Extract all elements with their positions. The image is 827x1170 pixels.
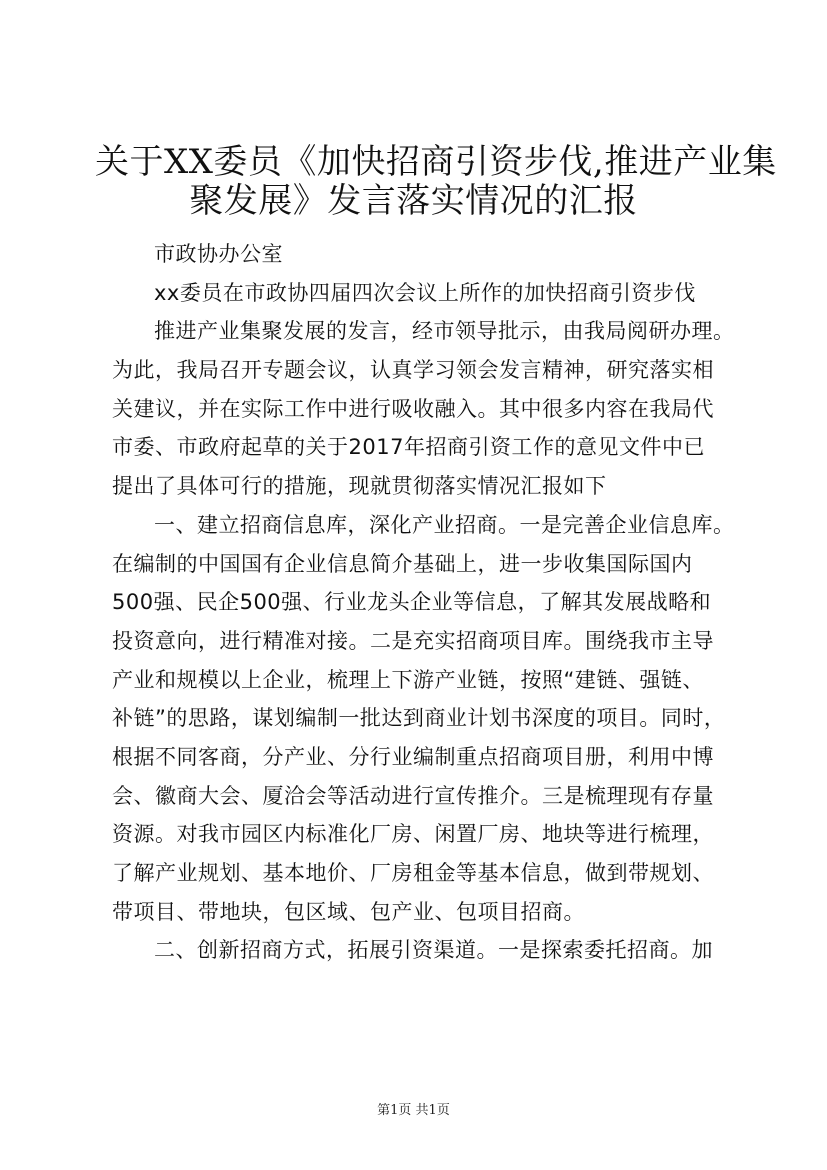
intro-line: 关建议，并在实际工作中进行吸收融入。其中很多内容在我局代 [112,396,714,421]
intro-line: 市委、市政府起草的关于2017年招商引资工作的意见文件中已 [112,435,705,460]
section-one-line: 补链”的思路，谋划编制一批达到商业计划书深度的项目。同时， [112,706,726,731]
section-one-line: 产业和规模以上企业，梳理上下游产业链，按照“建链、强链、 [112,667,704,692]
intro-line: xx委员在市政协四届四次会议上所作的加快招商引资步伐 [154,280,696,305]
intro-line: 为此，我局召开专题会议，认真学习领会发言精神，研究落实相 [112,358,714,383]
section-two-line: 二、创新招商方式，拓展引资渠道。一是探索委托招商。加 [154,938,713,963]
page-footer: 第1页 共1页 [377,1103,450,1118]
section-one-line: 500强、民企500强、行业龙头企业等信息，了解其发展战略和 [112,590,712,615]
document-title [95,140,777,221]
addressee-line: 市政协办公室 [154,242,283,266]
section-one-line: 一、建立招商信息库，深化产业招商。一是完善企业信息库。 [154,512,735,537]
section-one-line: 投资意向，进行精准对接。二是充实招商项目库。围绕我市主导 [112,628,714,653]
section-one-line: 在编制的中国国有企业信息简介基础上，进一步收集国际国内 [112,551,693,576]
intro-line: 推进产业集聚发展的发言，经市领导批示，由我局阅研办理。 [154,319,735,344]
section-one-line: 会、徽商大会、厦洽会等活动进行宣传推介。三是梳理现有存量 [112,783,714,808]
section-one-line: 资源。对我市园区内标准化厂房、闲置厂房、地块等进行梳理， [112,822,714,847]
title-line: 聚发展》发言落实情况的汇报 [189,180,638,221]
section-one-line: 带项目、带地块，包区域、包产业、包项目招商。 [112,899,585,924]
document-body [112,235,740,970]
title-line: 关于XX委员《加快招商引资步伐,推进产业集 [95,142,777,182]
intro-line: 提出了具体可行的措施，现就贯彻落实情况汇报如下 [112,474,607,499]
section-one-line: 了解产业规划、基本地价、厂房租金等基本信息，做到带规划、 [112,861,714,885]
section-one-line: 根据不同客商，分产业、分行业编制重点招商项目册，利用中博 [112,744,714,769]
